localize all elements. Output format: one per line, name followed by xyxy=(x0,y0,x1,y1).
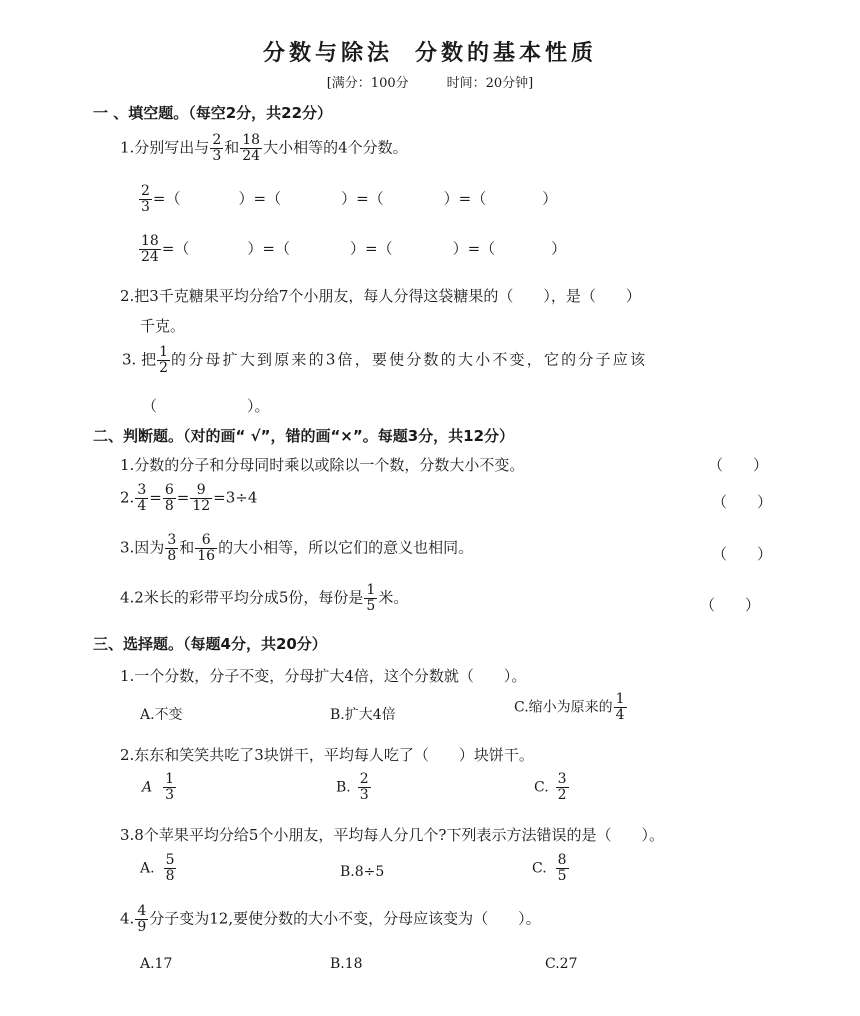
numerator: 8 xyxy=(557,852,567,868)
title-part1: 分数与除法 xyxy=(262,41,393,66)
numerator: 3 xyxy=(557,771,567,787)
blank-open: =（ xyxy=(152,189,181,208)
fraction xyxy=(163,772,176,803)
s2-q4 xyxy=(120,583,408,614)
denominator: 5 xyxy=(557,868,567,884)
fraction xyxy=(358,772,371,803)
s2-q4-post: 米。 xyxy=(378,588,409,607)
s2-q4-pre: 4.2米长的彩带平均分成5份，每份是 xyxy=(120,588,364,607)
denominator: 8 xyxy=(164,498,174,514)
s3-q4-option-a: A.17 xyxy=(140,956,173,972)
s3-q3-option-c xyxy=(532,853,570,884)
s2-q3 xyxy=(120,533,473,564)
numerator: 6 xyxy=(201,532,211,548)
blank-close: ） xyxy=(551,239,567,258)
numerator: 2 xyxy=(212,132,222,148)
numerator: 3 xyxy=(137,482,147,498)
section3-heading: 三、选择题。（每题4分，共20分） xyxy=(93,635,327,653)
section1-heading: 一 、填空题。（每空2分，共22分） xyxy=(93,104,333,122)
s3-q1-option-c xyxy=(514,692,628,723)
denominator: 2 xyxy=(159,360,169,376)
s1-q3-line2: （ ）。 xyxy=(142,397,270,415)
s2-q2 xyxy=(120,483,257,514)
s3-q1-option-a: A.不变 xyxy=(140,707,183,723)
denominator: 3 xyxy=(141,199,150,215)
time-limit: 时间：20分钟] xyxy=(446,76,534,91)
s3-q2: 2.东东和笑笑共吃了3块饼干，平均每人吃了（ ）块饼干。 xyxy=(120,746,534,764)
denominator: 3 xyxy=(359,787,369,803)
blank-sep: ）=（ xyxy=(247,239,290,258)
denominator: 8 xyxy=(165,868,175,884)
s2-q3-pre: 3.因为 xyxy=(120,538,165,557)
blank-sep: ）=（ xyxy=(452,239,496,258)
s3-q3-option-b: B.8÷5 xyxy=(340,864,385,880)
numerator: 1 xyxy=(165,771,175,787)
s2-q4-paren: （ ） xyxy=(700,596,761,614)
denominator: 4 xyxy=(615,707,625,723)
fraction xyxy=(165,533,178,564)
option-label: A xyxy=(142,779,153,796)
s3-q2-option-b xyxy=(336,772,372,803)
numerator: 4 xyxy=(137,903,147,919)
s3-q3-option-a xyxy=(140,853,177,884)
denominator: 2 xyxy=(557,787,567,803)
s3-q2-option-c xyxy=(534,772,570,803)
s1-q1-row1 xyxy=(138,184,557,215)
blank-close: ） xyxy=(542,189,558,208)
denominator: 3 xyxy=(212,148,222,164)
denominator: 9 xyxy=(137,919,147,935)
option-label: C. xyxy=(532,860,547,877)
s2-q3-mid: 和 xyxy=(179,538,195,557)
numerator: 18 xyxy=(242,132,261,148)
equals: = xyxy=(149,488,162,507)
equals: = xyxy=(176,488,190,507)
fraction xyxy=(556,772,569,803)
s3-q1-option-b: B.扩大4倍 xyxy=(330,707,396,723)
s1-q1-post: 大小相等的4个分数。 xyxy=(263,138,408,157)
option-c-text: C.缩小为原来的 xyxy=(514,699,613,716)
fraction xyxy=(556,853,569,884)
s2-q3-post: 的大小相等，所以它们的意义也相同。 xyxy=(218,538,474,557)
s2-q2-paren: （ ） xyxy=(712,493,773,511)
title-part2: 分数的基本性质 xyxy=(415,41,598,66)
s3-q4-post: 分子变为12,要使分数的大小不变，分母应该变为（ ）。 xyxy=(149,909,541,928)
option-label: C. xyxy=(534,779,549,796)
numerator: 5 xyxy=(165,852,175,868)
denominator: 24 xyxy=(141,249,159,265)
s3-q4-pre: 4. xyxy=(120,909,135,928)
fraction xyxy=(135,904,148,935)
denominator: 4 xyxy=(137,498,147,514)
denominator: 12 xyxy=(192,498,211,514)
fraction xyxy=(614,692,627,723)
blank-open: =（ xyxy=(161,239,190,258)
s1-q3-post: 的分母扩大到原来的3倍，要使分数的大小不变，它的分子应该 xyxy=(171,350,648,369)
fraction xyxy=(210,133,223,164)
s1-q3 xyxy=(122,345,647,376)
s2-q3-paren: （ ） xyxy=(712,545,773,563)
fraction xyxy=(157,345,170,376)
blank-sep: ）=（ xyxy=(443,189,487,208)
numerator: 3 xyxy=(167,532,177,548)
s3-q2-option-a xyxy=(142,772,177,803)
section2-heading: 二、判断题。（对的画“ √”，错的画“×”。每题3分，共12分） xyxy=(93,427,515,445)
fraction xyxy=(139,184,152,215)
fraction xyxy=(190,483,212,514)
numerator: 1 xyxy=(366,582,376,598)
fraction xyxy=(139,234,161,265)
fraction xyxy=(164,853,177,884)
s2-q1: 1.分数的分子和分母同时乘以或除以一个数，分数大小不变。 xyxy=(120,456,525,474)
denominator: 3 xyxy=(165,787,175,803)
fraction xyxy=(163,483,176,514)
blank-sep: ）=（ xyxy=(341,189,384,208)
denominator: 8 xyxy=(167,548,177,564)
s2-q2-post: =3÷4 xyxy=(213,488,258,507)
s3-q3: 3.8个苹果平均分给5个小朋友，平均每人分几个?下列表示方法错误的是（ ）。 xyxy=(120,826,664,844)
numerator: 9 xyxy=(196,482,206,498)
s3-q4-option-b: B.18 xyxy=(330,956,363,972)
blank-sep: ）=（ xyxy=(349,239,393,258)
denominator: 24 xyxy=(242,148,261,164)
subtitle xyxy=(0,72,860,91)
fraction xyxy=(135,483,148,514)
s2-q1-paren: （ ） xyxy=(708,456,769,474)
option-label: A. xyxy=(140,860,155,877)
option-label: B. xyxy=(336,779,351,796)
numerator: 2 xyxy=(141,183,150,199)
s1-q1-mid: 和 xyxy=(224,138,240,157)
s1-q1 xyxy=(120,133,408,164)
fraction xyxy=(240,133,262,164)
full-score: [满分：100分 xyxy=(326,76,409,91)
numerator: 1 xyxy=(615,691,625,707)
numerator: 18 xyxy=(141,233,159,249)
numerator: 6 xyxy=(164,482,174,498)
s1-q2-line1: 2.把3千克糖果平均分给7个小朋友，每人分得这袋糖果的（ ），是（ ） xyxy=(120,287,641,305)
numerator: 2 xyxy=(359,771,369,787)
s3-q1: 1.一个分数，分子不变，分母扩大4倍，这个分数就（ ）。 xyxy=(120,667,527,685)
s1-q1-pre: 1.分别写出与 xyxy=(120,138,210,157)
s3-q4-option-c: C.27 xyxy=(545,956,578,972)
fraction xyxy=(195,533,217,564)
blank-sep: ）=（ xyxy=(238,189,282,208)
s3-q4 xyxy=(120,904,541,935)
s2-q2-pre: 2. xyxy=(120,488,135,507)
s1-q3-pre: 3. 把 xyxy=(122,350,157,369)
fraction xyxy=(364,583,377,614)
denominator: 16 xyxy=(197,548,216,564)
denominator: 5 xyxy=(366,598,376,614)
page-title xyxy=(0,36,860,67)
s1-q1-row2 xyxy=(138,234,566,265)
numerator: 1 xyxy=(159,344,169,360)
s1-q2-line2: 千克。 xyxy=(140,317,186,335)
